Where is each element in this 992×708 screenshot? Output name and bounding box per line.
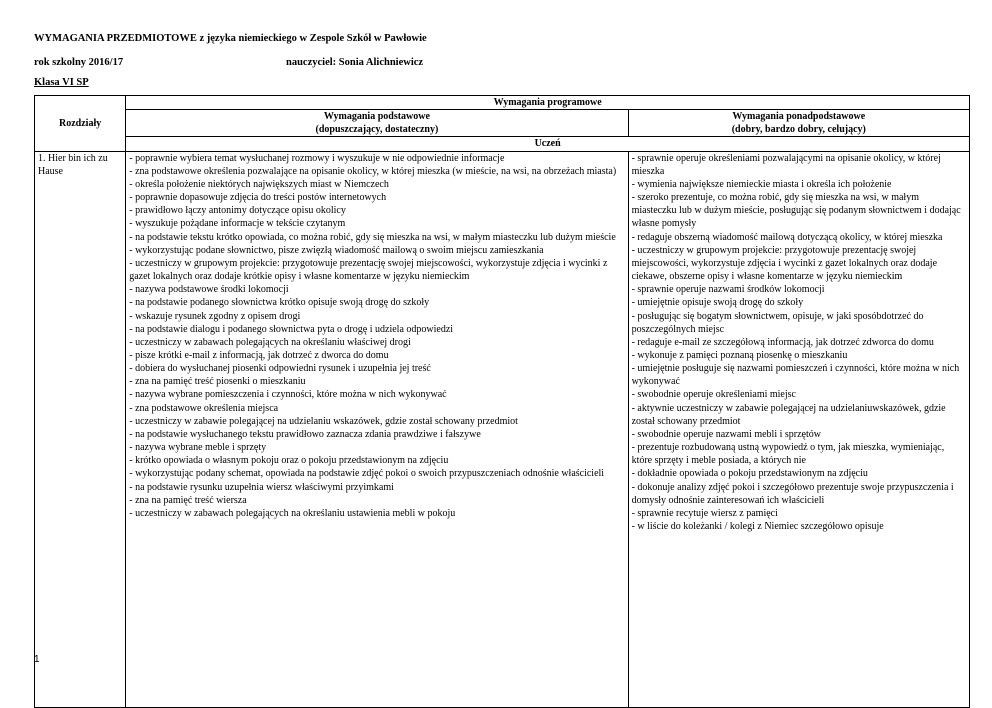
requirement-item: - zna na pamięć treść wiersza [129,494,247,506]
advanced-requirements-list [632,152,966,707]
requirement-item: - prawidłowo łączy antonimy dotyczące opisu okolicy [129,205,346,217]
requirement-item: - na podstawie dialogu i podanego słownictwa pyta o drogę i udziela odpowiedzi [129,323,454,335]
requirement-item: - nazywa podstawowe środki lokomocji [129,284,289,296]
advanced-grades: (dobry, bardzo dobry, celujący) [731,124,866,136]
requirements-table [34,95,970,708]
requirement-item: - aktywnie uczestniczy w zabawie polegającej na udzielaniuwskazówek, gdzie został schowany przedmiot [631,402,946,427]
requirement-item: - nazywa wybrane pomieszczenia i czynności, które można w nich wykonywać [129,389,447,401]
requirement-item: - na podstawie wysłuchanego tekstu prawidłowo zaznacza zdania prawdziwe i fałszywe [129,428,481,440]
advanced-title: Wymagania ponadpodstawowe [732,111,866,123]
basic-requirements-cell [126,151,628,707]
requirement-item: - wykorzystując podane słownictwo, pisze zwięzłą wiadomość mailową o swoim miejscu zamieszkania [129,244,544,256]
requirement-item: - poprawnie dopasowuje zdjęcia do treści postów internetowych [129,192,387,204]
requirement-item: - swobodnie operuje nazwami mebli i sprzętów [631,428,821,440]
requirement-item: - w liście do koleżanki / kolegi z Niemiec szczegółowo opisuje [631,521,884,532]
requirement-item: - dokonuje analizy zdjęć pokoi i szczegółowo prezentuje swoje przypuszczenia i domysły odnośnie zainteresowań ich właścicieli [631,481,954,506]
document-title: WYMAGANIA PRZEDMIOTOWE z języka niemieckiego w Zespole Szkół w Pawłowie [34,33,427,44]
requirement-item: - wykorzystując podany schemat, opowiada na podstawie zdjęć pokoi o swoich przypuszczeniach odnośnie właścicieli [129,468,605,480]
requirement-item: - na podstawie tekstu krótko opowiada, co można robić, gdy się mieszka na wsi, w małym miasteczku lub dużym mieście [129,231,616,243]
teacher-name: nauczyciel: Sonia Alichniewicz [286,57,424,68]
basic-title: Wymagania podstawowe [323,111,430,123]
requirement-item: - szeroko prezentuje, co można robić, gdy się mieszka na wsi, w małym miasteczku lub w dużym mieście, posługując się podanym słownictwem i dodając własne pomysły [631,192,961,230]
requirement-item: - dobiera do wysłuchanej piosenki odpowiedni rysunek i uzupełnia jej treść [129,363,431,375]
requirement-item: - nazywa wybrane meble i sprzęty [129,442,267,454]
basic-requirements-header [126,110,628,137]
page-number: 1 [34,654,40,665]
requirement-item: - zna podstawowe określenia miejsca [129,402,279,414]
requirement-item: - umiejętnie opisuje swoją drogę do szkoły [631,297,804,309]
requirement-item: - na podstawie podanego słownictwa krótko opisuje swoją drogę do szkoły [129,297,430,309]
requirement-item: - wyszukuje pożądane informacje w tekście czytanym [129,218,346,230]
requirement-item: - uczestniczy w grupowym projekcie: przygotowuje prezentację swojej miejscowości, wykorzystuje zdjęcia i wycinki z gazet lokalnych oraz dodaje krótkie opisy i własne komentarze w języku niemieckim [129,257,608,283]
requirement-item: - poprawnie wybiera temat wysłuchanej rozmowy i wyszukuje w nie odpowiednie informacje [129,152,505,164]
school-year: rok szkolny 2016/17 [34,57,124,68]
requirement-item: - uczestniczy w grupowym projekcie: przygotowuje prezentację swojej miejscowości, wykorzystuje zdjęcia i wycinki z gazet lokalnych oraz dodaje ciekawe, obszerne opisy i własne komentarze w języku niemieckim [631,244,938,283]
requirement-item: - dokładnie opowiada o pokoju przedstawionym na zdjęciu [631,468,868,480]
requirement-item: - na podstawie rysunku uzupełnia wiersz właściwymi przyimkami [129,481,394,493]
requirement-item: - redaguje obszerną wiadomość mailową dotyczącą okolicy, w której mieszka [631,231,943,243]
advanced-requirements-cell [628,151,969,707]
requirement-item: - wskazuje rysunek zgodny z opisem drogi [129,310,301,322]
basic-requirements-list [129,152,624,707]
requirement-item: - zna na pamięć treść piosenki o mieszkaniu [129,376,306,388]
requirement-item: - wykonuje z pamięci poznaną piosenkę o mieszkaniu [631,349,848,361]
requirement-item: - uczestniczy w zabawach polegających na określaniu właściwej drogi [129,336,411,348]
requirement-item: - krótko opowiada o własnym pokoju oraz o pokoju przedstawionym na zdjęciu [129,455,449,467]
requirement-item: - posługując się bogatym słownictwem, opisuje, w jaki sposóbdotrzeć do poszczególnych miejsc [631,310,924,335]
chapter-cell: 1. Hier bin ich zu Hause [35,151,126,707]
requirement-item: - redaguje e-mail ze szczegółową informacją, jak dotrzeć zdworca do domu [631,336,934,348]
requirement-item: - sprawnie recytuje wiersz z pamięci [631,507,778,519]
basic-grades: (dopuszczający, dostateczny) [315,124,439,136]
requirement-item: - określa położenie niektórych największych miast w Niemczech [129,178,389,190]
requirement-item: - zna podstawowe określenia pozwalające na opisanie okolicy, w której mieszka (w mieście, na wsi, na obrzeżach miasta) [129,165,617,177]
class-label: Klasa VI SP [34,77,89,88]
requirement-item: - sprawnie operuje określeniami pozwalającymi na opisanie okolicy, w której mieszka [631,152,941,177]
advanced-requirements-header [628,110,969,137]
requirement-item: - uczestniczy w zabawie polegającej na udzielaniu wskazówek, gdzie został schowany przedmiot [129,415,518,427]
requirement-item: - umiejętnie posługuje się nazwami pomieszczeń i czynności, które można w nich wykonywać [631,363,960,388]
requirement-item: - prezentuje rozbudowaną ustną wypowiedź o tym, jak mieszka, wymieniając, które sprzęty i meble posiada, a których nie [631,442,945,467]
program-requirements-header: Wymagania programowe [126,96,970,110]
requirement-item: - uczestniczy w zabawach polegających na określaniu ustawienia mebli w pokoju [129,507,456,519]
requirement-item: - swobodnie operuje określeniami miejsc [631,389,796,401]
requirement-item: - sprawnie operuje nazwami środków lokomocji [631,284,825,296]
requirement-item: - wymienia największe niemieckie miasta i określa ich położenie [631,178,892,190]
chapters-header: Rozdziały [35,96,126,152]
student-header: Uczeń [126,137,970,151]
requirement-item: - pisze krótki e-mail z informacją, jak dotrzeć z dworca do domu [129,349,389,361]
